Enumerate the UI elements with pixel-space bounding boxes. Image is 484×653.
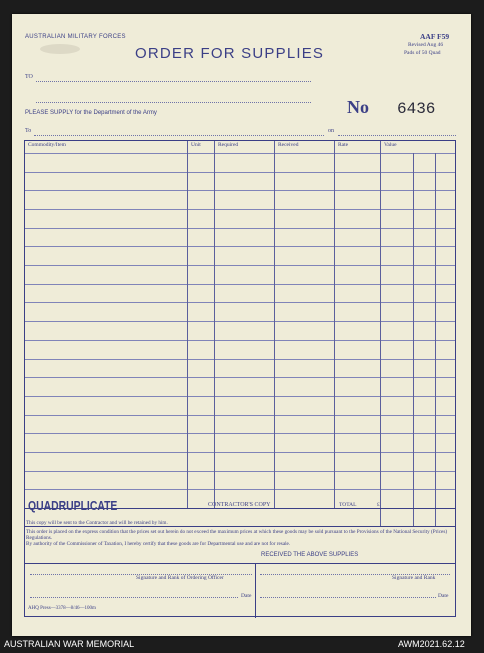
to-label: TO <box>25 74 33 80</box>
printer-imprint: AHQ Press—3378—8/46—100m <box>28 606 96 611</box>
revision-note: Revised Aug 46 <box>408 42 444 48</box>
table-row-line <box>25 172 455 173</box>
to-line-2 <box>36 102 311 103</box>
notice-retained: This copy will be sent to the Contractor and will be retained by him. <box>26 520 168 526</box>
date-line-1 <box>30 597 238 598</box>
date-label-2: Date <box>438 593 449 599</box>
date-line-2 <box>260 597 436 598</box>
col-header-rate: Rate <box>338 142 349 148</box>
ordering-officer-sig-label: Signature and Rank of Ordering Officer <box>136 575 224 581</box>
table-row-line <box>25 228 455 229</box>
col-header-received: Received <box>278 142 299 148</box>
col-divider-required <box>214 141 215 508</box>
table-row-line <box>25 246 455 247</box>
footer-institution: AUSTRALIAN WAR MEMORIAL <box>4 639 135 649</box>
number-label: No <box>347 97 369 117</box>
receiver-sig-label: Signature and Rank <box>392 575 436 581</box>
date-label-1: Date <box>241 593 252 599</box>
on-label: on <box>328 128 334 134</box>
header-organisation: AUSTRALIAN MILITARY FORCES <box>25 34 126 40</box>
copy-type: QUADRUPLICATE <box>28 498 118 513</box>
value-subdivider-1 <box>413 153 414 526</box>
table-row-line <box>25 396 455 397</box>
total-label: TOTAL <box>339 502 357 508</box>
on-line <box>338 135 456 136</box>
table-row-line <box>25 302 455 303</box>
form-title: ORDER FOR SUPPLIES <box>135 45 325 62</box>
table-row-line <box>25 433 455 434</box>
col-divider-rate <box>334 141 335 508</box>
table-row-line <box>25 452 455 453</box>
value-subdivider-2 <box>435 153 436 526</box>
total-row-bottom <box>25 526 455 527</box>
order-number: 6436 <box>397 100 436 118</box>
col-divider-received <box>274 141 275 508</box>
to-line <box>36 81 311 82</box>
col-header-commodity: Commodity/Item <box>28 142 66 148</box>
col-divider-unit <box>187 141 188 508</box>
copy-name: CONTRACTOR'S COPY <box>208 502 271 508</box>
table-row-line <box>25 359 455 360</box>
to-line-3 <box>34 135 324 136</box>
notes-bottom <box>25 563 455 564</box>
table-row-line <box>25 265 455 266</box>
col-header-unit: Unit <box>191 142 201 148</box>
table-row-line <box>25 489 455 490</box>
table-header-divider <box>25 153 455 154</box>
table-row-line <box>25 415 455 416</box>
table-row-line <box>25 340 455 341</box>
pad-note: Pads of 50 Quad <box>404 50 441 56</box>
currency-symbol: £ <box>377 502 380 508</box>
table-row-line <box>25 471 455 472</box>
col-divider-value <box>380 141 381 526</box>
received-supplies-label: RECEIVED THE ABOVE SUPPLIES <box>261 552 359 558</box>
to-label-2: To <box>25 128 32 134</box>
col-header-required: Required <box>218 142 239 148</box>
table-row-line <box>25 284 455 285</box>
footer-accession: AWM2021.62.12 <box>398 639 465 649</box>
col-header-value: Value <box>384 142 397 148</box>
order-form-sheet <box>12 14 471 636</box>
notice-taxation: By authority of the Commissioner of Taxation, I hereby certify that these goods are for Departmental use and are not for resale. <box>26 541 291 547</box>
table-row-line <box>25 190 455 191</box>
notice-prices: This order is placed on the express condition that the prices set out herein do not exceed the maximum prices at which these goods may be sold pursuant to the Provisions of the National Security (Prices) Regulations. <box>26 529 448 541</box>
form-code: AAF F59 <box>420 32 450 41</box>
table-row-line <box>25 321 455 322</box>
signature-divider <box>255 563 256 618</box>
table-row-line <box>25 377 455 378</box>
paper-stain <box>40 44 80 54</box>
please-supply-text: PLEASE SUPPLY for the Department of the Army <box>25 110 157 116</box>
table-row-line <box>25 209 455 210</box>
